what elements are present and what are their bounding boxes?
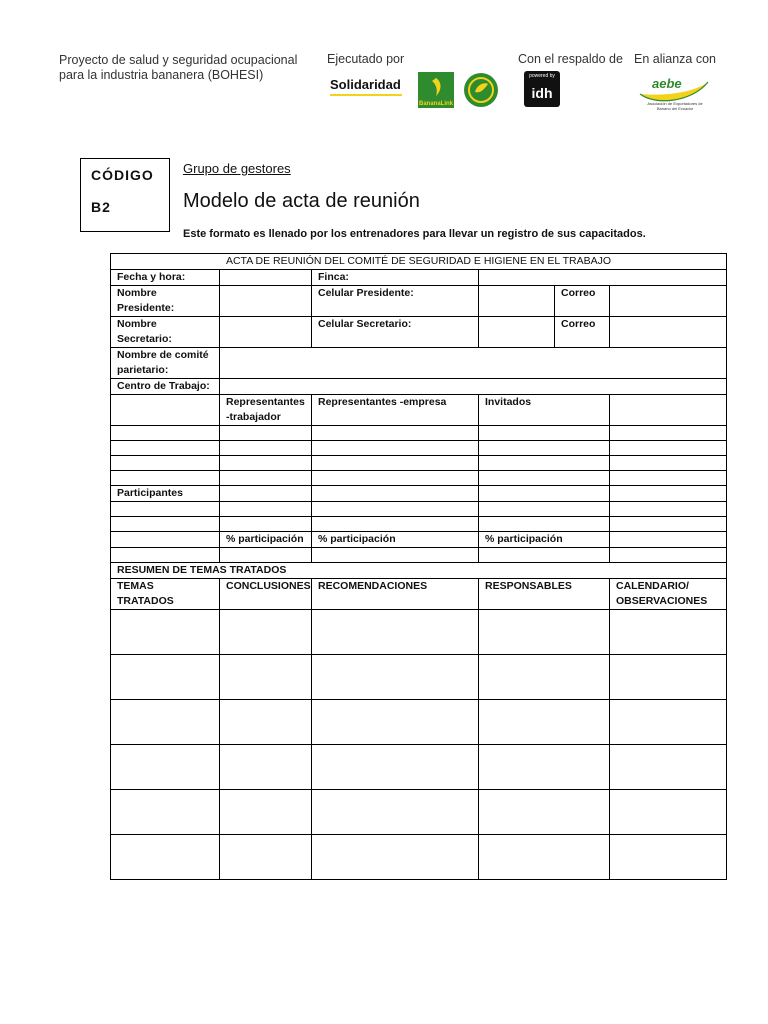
rep-trabajador-header: Representantes -trabajador — [220, 395, 312, 426]
extra-header-cell — [610, 395, 727, 426]
topic-row-cell[interactable] — [312, 745, 479, 790]
celular-secretario-field[interactable] — [479, 317, 555, 348]
topic-row-cell[interactable] — [312, 610, 479, 655]
topic-row-cell[interactable] — [479, 835, 610, 880]
topic-row-cell[interactable] — [610, 700, 727, 745]
table-row-cell[interactable] — [479, 471, 610, 486]
topic-row-cell[interactable] — [220, 610, 312, 655]
table-row-cell[interactable] — [610, 441, 727, 456]
table-row-cell[interactable] — [220, 486, 312, 502]
participants-blank-cell — [111, 395, 220, 426]
leaf-seal-icon — [463, 72, 499, 108]
participacion-invitados-label: % participación — [479, 532, 610, 548]
table-row-cell — [111, 456, 220, 471]
nombre-presidente-label: Nombre Presidente: — [111, 286, 220, 317]
table-row-cell[interactable] — [220, 548, 312, 563]
idh-logo — [524, 71, 560, 107]
fecha-hora-label: Fecha y hora: — [111, 270, 220, 286]
topic-row-cell[interactable] — [111, 835, 220, 880]
col-calendario-header: CALENDARIO/ OBSERVACIONES — [610, 579, 727, 610]
nombre-presidente-field[interactable] — [220, 286, 312, 317]
table-row-cell — [111, 426, 220, 441]
table-row-cell[interactable] — [312, 486, 479, 502]
topic-row-cell[interactable] — [610, 745, 727, 790]
table-row-cell[interactable] — [610, 548, 727, 563]
col-responsables-header: RESPONSABLES — [479, 579, 610, 610]
topic-row-cell[interactable] — [610, 835, 727, 880]
table-row-cell[interactable] — [479, 456, 610, 471]
correo-presidente-field[interactable] — [610, 286, 727, 317]
alliance-label: En alianza con — [634, 52, 717, 66]
table-row-cell[interactable] — [479, 548, 610, 563]
finca-label: Finca: — [312, 270, 479, 286]
topic-row-cell[interactable] — [312, 790, 479, 835]
celular-secretario-label: Celular Secretario: — [312, 317, 479, 348]
col-recomendaciones-header: RECOMENDACIONES — [312, 579, 479, 610]
solidaridad-logo — [330, 76, 408, 98]
page-title: Modelo de acta de reunión — [183, 190, 420, 212]
celular-presidente-label: Celular Presidente: — [312, 286, 479, 317]
col-conclusiones-header: CONCLUSIONES — [220, 579, 312, 610]
table-row-cell[interactable] — [479, 441, 610, 456]
aebe-logo — [636, 72, 712, 112]
participacion-empresa-label: % participación — [312, 532, 479, 548]
table-row-cell — [111, 532, 220, 548]
celular-presidente-field[interactable] — [479, 286, 555, 317]
topic-row-cell[interactable] — [479, 655, 610, 700]
table-row-cell[interactable] — [312, 456, 479, 471]
participacion-trabajador-label: % participación — [220, 532, 312, 548]
idh-powered-text: powered by — [529, 73, 555, 79]
topic-row-cell[interactable] — [312, 655, 479, 700]
topic-row-cell[interactable] — [111, 655, 220, 700]
fecha-hora-field[interactable] — [220, 270, 312, 286]
table-row-cell[interactable] — [220, 426, 312, 441]
code-label: CÓDIGO — [91, 167, 154, 183]
topic-row-cell[interactable] — [111, 790, 220, 835]
form-heading-text: ACTA DE REUNIÓN DEL COMITÉ DE SEGURIDAD E HIGIENE EN EL TRABAJO — [225, 255, 612, 267]
table-row-cell[interactable] — [479, 486, 610, 502]
bananalink-logo — [418, 72, 454, 108]
table-row-cell[interactable] — [312, 441, 479, 456]
table-row-cell[interactable] — [312, 502, 479, 517]
nombre-comite-field[interactable] — [220, 348, 727, 379]
correo-secretario-label: Correo — [555, 317, 610, 348]
nombre-secretario-field[interactable] — [220, 317, 312, 348]
rep-empresa-header: Representantes -empresa — [312, 395, 479, 426]
table-row-cell[interactable] — [610, 426, 727, 441]
table-row-cell[interactable] — [220, 502, 312, 517]
table-row-cell[interactable] — [220, 441, 312, 456]
partner-round-logo — [463, 72, 499, 113]
bananalink-logo-text: BananaLink — [418, 101, 453, 107]
topic-row-cell[interactable] — [111, 700, 220, 745]
correo-secretario-field[interactable] — [610, 317, 727, 348]
idh-logo-text: idh — [531, 85, 553, 101]
resumen-heading: RESUMEN DE TEMAS TRATADOS — [111, 563, 727, 579]
code-value: B2 — [91, 199, 111, 215]
topic-row-cell[interactable] — [610, 610, 727, 655]
table-row-cell — [111, 502, 220, 517]
nombre-comite-label: Nombre de comité parietario: — [111, 348, 220, 379]
table-row-cell[interactable] — [312, 471, 479, 486]
centro-trabajo-label: Centro de Trabajo: — [111, 379, 220, 395]
invitados-header: Invitados — [479, 395, 610, 426]
topic-row-cell[interactable] — [312, 700, 479, 745]
table-row-cell[interactable] — [312, 548, 479, 563]
form-heading — [111, 254, 727, 270]
table-row-cell — [111, 517, 220, 532]
participantes-label: Participantes — [111, 486, 220, 502]
meeting-minutes-form — [110, 253, 727, 880]
solidaridad-underline — [330, 94, 402, 96]
table-row-cell[interactable] — [610, 517, 727, 532]
topic-row-cell[interactable] — [220, 790, 312, 835]
table-row-cell[interactable] — [610, 486, 727, 502]
topic-row-cell[interactable] — [220, 745, 312, 790]
table-row-cell — [111, 471, 220, 486]
aebe-logo-text: aebe — [652, 76, 682, 91]
topic-row-cell[interactable] — [111, 610, 220, 655]
table-row-cell[interactable] — [220, 456, 312, 471]
solidaridad-logo-text: Solidaridad — [330, 77, 401, 92]
table-row-cell[interactable] — [479, 426, 610, 441]
form-description: Este formato es llenado por los entrenadores para llevar un registro de sus capacitados. — [183, 228, 646, 240]
nombre-secretario-label: Nombre Secretario: — [111, 317, 220, 348]
aebe-logo-subtitle: Asociación de Exportadores de Banano del Ecuador — [647, 101, 703, 111]
table-row-cell — [610, 532, 727, 548]
table-row-cell[interactable] — [220, 471, 312, 486]
col-temas-header: TEMAS TRATADOS — [111, 579, 220, 610]
backed-by-label: Con el respaldo de — [518, 52, 623, 66]
topic-row-cell[interactable] — [610, 655, 727, 700]
table-row-cell[interactable] — [312, 517, 479, 532]
table-row-cell — [111, 548, 220, 563]
correo-presidente-label: Correo — [555, 286, 610, 317]
topic-row-cell[interactable] — [479, 790, 610, 835]
topic-row-cell[interactable] — [220, 655, 312, 700]
topic-row-cell[interactable] — [610, 790, 727, 835]
topic-row-cell[interactable] — [111, 745, 220, 790]
table-row-cell[interactable] — [610, 502, 727, 517]
table-row-cell[interactable] — [610, 456, 727, 471]
topic-row-cell[interactable] — [220, 835, 312, 880]
centro-trabajo-field[interactable] — [220, 379, 727, 395]
table-row-cell[interactable] — [610, 471, 727, 486]
group-label: Grupo de gestores — [183, 161, 291, 176]
table-row-cell[interactable] — [220, 517, 312, 532]
table-row-cell — [111, 441, 220, 456]
topic-row-cell[interactable] — [220, 700, 312, 745]
topic-row-cell[interactable] — [312, 835, 479, 880]
topic-row-cell[interactable] — [479, 700, 610, 745]
topic-row-cell[interactable] — [479, 610, 610, 655]
finca-field[interactable] — [479, 270, 727, 286]
executed-by-label: Ejecutado por — [327, 52, 405, 66]
table-row-cell[interactable] — [479, 517, 610, 532]
project-description: Proyecto de salud y seguridad ocupacional para la industria bananera (BOHESI) — [59, 53, 298, 82]
table-row-cell[interactable] — [479, 502, 610, 517]
topic-row-cell[interactable] — [479, 745, 610, 790]
code-box — [80, 158, 170, 232]
table-row-cell[interactable] — [312, 426, 479, 441]
